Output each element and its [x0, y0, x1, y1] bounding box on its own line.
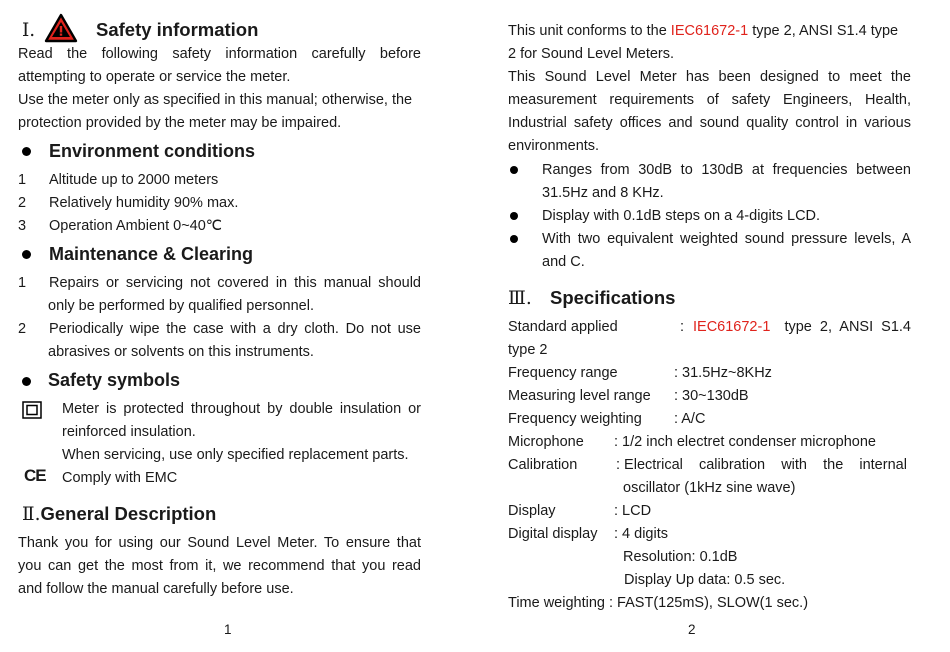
bullet-icon [22, 147, 31, 156]
safety-intro-line: protection provided by the meter may be impaired. [18, 115, 342, 131]
spec-row: Digital display : 4 digits [508, 526, 668, 542]
ce-text: Comply with EMC [62, 470, 178, 486]
double-insulation-icon [22, 401, 42, 419]
maintenance-list [18, 272, 421, 364]
section-2-title: General Description [40, 503, 217, 524]
section-3-title: Specifications [550, 287, 676, 308]
section-1-roman: Ⅰ. [22, 20, 36, 41]
general-description: Thank you for using our Sound Level Meter. To ensure that you can get the most from it, we recommend that you read and follow the manual carefully before use. [18, 535, 421, 597]
bullet-icon [510, 212, 518, 220]
spec-row: type 2 [508, 342, 548, 358]
section-2-roman: Ⅱ. [22, 504, 41, 525]
bullet-icon [510, 235, 518, 243]
right-page [508, 0, 911, 652]
maintenance-heading: Maintenance & Clearing [49, 244, 254, 264]
left-page [18, 0, 421, 652]
standard-reference: IEC61672-1 [670, 23, 749, 39]
spec-row: Measuring level range : 30~130dB [508, 388, 749, 404]
section-3-heading [508, 287, 532, 309]
spec-row: Time weighting : FAST(125mS), SLOW(1 sec.) [508, 595, 809, 611]
environment-list [18, 169, 421, 238]
section-1-heading [22, 19, 35, 41]
section-2-heading [22, 503, 216, 525]
list-item: 2 Relatively humidity 90% max. [18, 195, 239, 211]
spec-row: Frequency range : 31.5Hz~8KHz [508, 365, 772, 381]
spec-row: Calibration : Electrical calibration with the internal oscillator (1kHz sine wave) [508, 457, 907, 496]
list-item: 1 Altitude up to 2000 meters [18, 172, 219, 188]
conformance-paragraph: This unit conforms to the IEC61672-1 type 2, ANSI S1.4 type 2 for Sound Level Meters. This Sound Level Meter has been designed to meet the measurement requirements of safety Engineers, Health, Industrial safety offices and sound quality control in various environments. [508, 23, 911, 154]
safety-intro-line: Use the meter only as specified in this manual; otherwise, the [18, 92, 413, 108]
safety-symbols-heading: Safety symbols [48, 370, 181, 390]
specifications-table [508, 316, 911, 615]
safety-intro-line: attempting to operate or service the meter. [18, 69, 291, 85]
page-number: 2 [688, 622, 696, 637]
list-item: 2 Periodically wipe the case with a dry cloth. Do not use abrasives or solvents on this instruments. [18, 321, 421, 360]
bullet-icon [22, 250, 31, 259]
ce-mark-icon: CE [24, 466, 46, 485]
section-1-title: Safety information [96, 19, 259, 40]
list-item: With two equivalent weighted sound pressure levels, A and C. [508, 228, 911, 274]
page-number: 1 [224, 622, 232, 637]
safety-intro [18, 43, 421, 135]
warning-triangle-icon [44, 13, 78, 43]
bullet-icon [510, 166, 518, 174]
environment-heading: Environment conditions [49, 141, 256, 161]
spec-row: Frequency weighting : A/C [508, 411, 706, 427]
list-item: 1 Repairs or servicing not covered in this manual should only be performed by qualified personnel. [18, 275, 421, 314]
spec-row: Display : LCD [508, 503, 652, 519]
spec-row: Resolution: 0.1dB [623, 549, 738, 565]
safety-intro-line: Read the following safety information carefully before [18, 46, 421, 62]
list-item: Display with 0.1dB steps on a 4-digits LCD. [508, 205, 911, 228]
spec-row: Microphone : 1/2 inch electret condenser microphone [508, 434, 876, 450]
feature-list [508, 159, 911, 274]
list-item: Ranges from 30dB to 130dB at frequencies between 31.5Hz and 8 KHz. [508, 159, 911, 205]
spec-row: Standard applied : IEC61672-1 type 2, ANSI S1.4 [508, 319, 911, 335]
list-item: 3 Operation Ambient 0~40℃ [18, 218, 223, 234]
section-3-roman: Ⅲ. [508, 288, 532, 309]
bullet-icon [22, 377, 31, 386]
spec-row: Display Up data: 0.5 sec. [624, 572, 786, 588]
double-insulation-text: Meter is protected throughout by double insulation or reinforced insulation. When servicing, use only specified replacement parts. [62, 401, 421, 463]
